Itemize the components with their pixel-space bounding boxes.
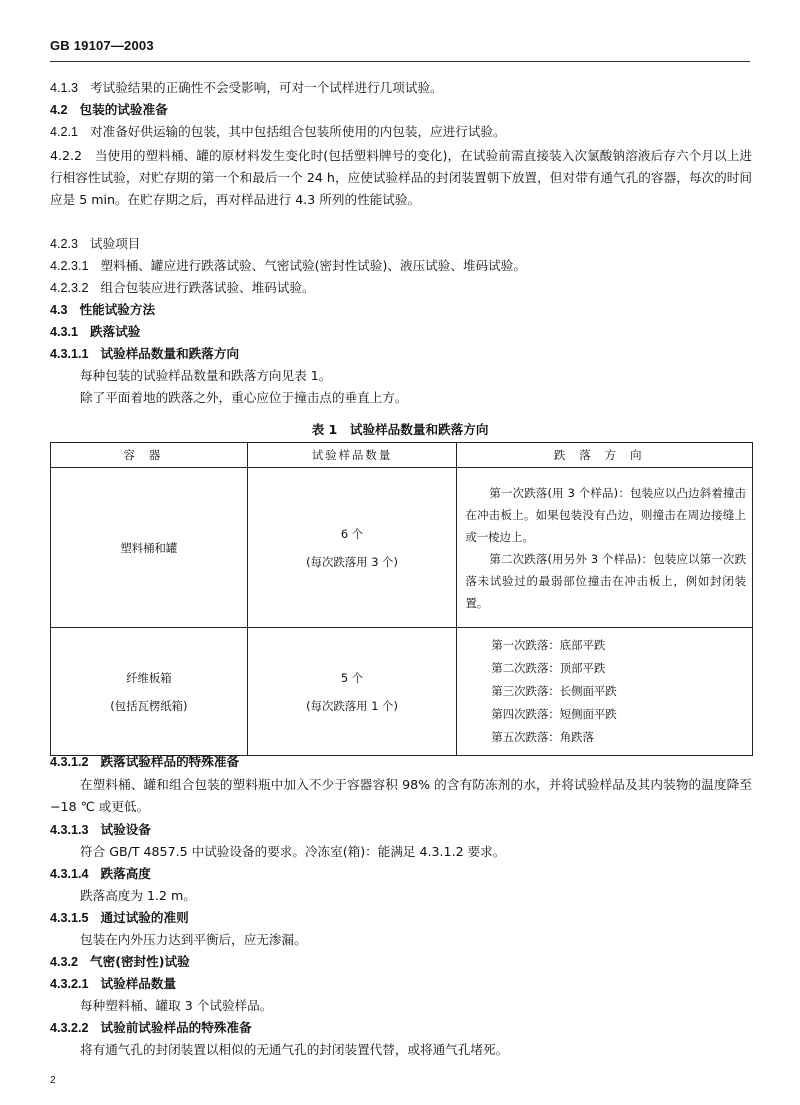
paragraph: 每种包装的试验样品数量和跌落方向见表 1。 xyxy=(80,368,332,383)
paragraph: 将有通气孔的封闭装置以相似的无通气孔的封闭装置代替，或将通气孔堵死。 xyxy=(80,1042,509,1057)
clause-number: 4.2 xyxy=(50,103,68,117)
table-row xyxy=(51,628,753,756)
clause-4-3-1-4-heading xyxy=(50,864,151,884)
direction-item: 第五次跌落：角跌落 xyxy=(491,730,594,744)
standard-code: GB 19107—2003 xyxy=(50,38,154,53)
header-rule xyxy=(50,61,750,62)
table-header-cell: 跌落方向 xyxy=(457,443,753,468)
quantity-cell xyxy=(247,628,457,756)
clause-number: 4.3.2 xyxy=(50,955,79,969)
direction-item: 第二次跌落：顶部平跌 xyxy=(491,661,606,675)
page-number: 2 xyxy=(50,1075,56,1086)
clause-text: 对准备好供运输的包装，其中包括组合包装所使用的内包装，应进行试验。 xyxy=(90,124,506,139)
clause-number: 4.3.1.3 xyxy=(50,823,89,837)
clause-4-2-1 xyxy=(50,122,506,142)
clause-text: 性能试验方法 xyxy=(79,302,156,317)
clause-number: 4.3.2.2 xyxy=(50,1021,89,1035)
clause-text: 气密(密封性)试验 xyxy=(90,954,190,969)
clause-text: 跌落试验 xyxy=(90,324,141,339)
table-header-cell: 容器 xyxy=(51,443,248,468)
clause-number: 4.2.3.2 xyxy=(50,281,89,295)
direction-text: 第一次跌落(用 3 个样品)：包装应以凸边斜着撞击在冲击板上。如果包装没有凸边，则撞击在周边接缝上或一棱边上。 xyxy=(465,485,746,544)
quantity-value: 5 个 xyxy=(340,670,364,685)
quantity-note: (每次跌落用 1 个) xyxy=(306,698,398,713)
table-row xyxy=(51,468,753,628)
direction-item: 第一次跌落：底部平跌 xyxy=(491,638,606,652)
clause-4-3-2-heading xyxy=(50,952,190,972)
quantity-note: (每次跌落用 3 个) xyxy=(306,554,398,569)
table-header-row xyxy=(51,443,753,468)
clause-4-3-2-2-heading xyxy=(50,1018,252,1038)
section-4-2-heading xyxy=(50,100,168,120)
direction-cell xyxy=(457,628,753,756)
clause-number: 4.3.1.4 xyxy=(50,867,89,881)
clause-text: 跌落高度 xyxy=(100,866,151,881)
container-name: 纤维板箱 xyxy=(126,670,172,685)
clause-number: 4.2.3.1 xyxy=(50,259,89,273)
clause-text: 塑料桶、罐应进行跌落试验、气密试验(密封性试验)、液压试验、堆码试验。 xyxy=(100,258,526,273)
direction-cell xyxy=(457,468,753,628)
clause-text: 跌落试验样品的特殊准备 xyxy=(100,754,240,769)
clause-number: 4.3 xyxy=(50,303,68,317)
clause-text: 通过试验的准则 xyxy=(100,910,189,925)
container-cell xyxy=(51,628,248,756)
clause-4-2-3-2 xyxy=(50,278,315,298)
direction-item: 第三次跌落：长侧面平跌 xyxy=(491,684,617,698)
paragraph: 在塑料桶、罐和组合包装的塑料瓶中加入不少于容器容积 98% 的含有防冻剂的水，并将试验样品及其内装物的温度降至 −18 ℃ 或更低。 xyxy=(50,777,752,814)
clause-4-2-3 xyxy=(50,234,140,254)
table-header-cell: 试验样品数量 xyxy=(247,443,457,468)
container-note: (包括瓦楞纸箱) xyxy=(110,698,188,713)
direction-item: 第四次跌落：短侧面平跌 xyxy=(491,707,617,721)
paragraph: 每种塑料桶、罐取 3 个试验样品。 xyxy=(80,998,273,1013)
table-title: 表 1 试验样品数量和跌落方向 xyxy=(311,422,489,437)
clause-4-3-1-2-heading xyxy=(50,752,239,772)
paragraph: 包装在内外压力达到平衡后，应无渗漏。 xyxy=(80,932,307,947)
container-cell: 塑料桶和罐 xyxy=(51,468,248,628)
clause-4-2-3-1 xyxy=(50,256,526,276)
clause-4-3-1-1-heading xyxy=(50,344,239,364)
clause-number: 4.3.1.5 xyxy=(50,911,89,925)
clause-number: 4.3.1 xyxy=(50,325,79,339)
clause-number: 4.3.2.1 xyxy=(50,977,89,991)
direction-text: 第二次跌落(用另外 3 个样品)：包装应以第一次跌落未试验过的最弱部位撞击在冲击板上，例如封闭装置。 xyxy=(465,551,746,610)
quantity-cell xyxy=(247,468,457,628)
clause-4-3-2-1-heading xyxy=(50,974,176,994)
clause-4-3-1-heading xyxy=(50,322,140,342)
clause-text: 试验样品数量 xyxy=(100,976,177,991)
clause-number: 4.2.3 xyxy=(50,237,79,251)
clause-number: 4.3.1.2 xyxy=(50,755,89,769)
clause-4-3-1-5-heading xyxy=(50,908,189,928)
quantity-value: 6 个 xyxy=(340,526,364,541)
clause-number: 4.3.1.1 xyxy=(50,347,89,361)
section-4-3-heading xyxy=(50,300,155,320)
clause-4-2-2: 4.2.2 当使用的塑料桶、罐的原材料发生变化时(包括塑料牌号的变化)，在试验前需直接装入次氯酸钠溶液后存六个月以上进行相容性试验，对贮存期的第一个和最后一个 24 h，应使试验样品的封闭装置朝下放置，但对带有通气孔的容器，每次的时间应是 5 min。在贮存期之后，再对样品进行 4.3 所列的性能试验。 xyxy=(50,148,752,207)
clause-4-1-3 xyxy=(50,78,443,98)
clause-number: 4.2.1 xyxy=(50,125,79,139)
clause-text: 试验前试验样品的特殊准备 xyxy=(100,1020,252,1035)
clause-text: 试验样品数量和跌落方向 xyxy=(100,346,240,361)
clause-text: 试验设备 xyxy=(100,822,151,837)
paragraph: 除了平面着地的跌落之外，重心应位于撞击点的垂直上方。 xyxy=(80,390,408,405)
clause-text: 组合包装应进行跌落试验、堆码试验。 xyxy=(100,280,315,295)
paragraph: 符合 GB/T 4857.5 中试验设备的要求。冷冻室(箱)：能满足 4.3.1.2 要求。 xyxy=(80,844,506,859)
clause-text: 考试验结果的正确性不会受影响，可对一个试样进行几项试验。 xyxy=(90,80,443,95)
clause-4-3-1-3-heading xyxy=(50,820,151,840)
clause-number: 4.1.3 xyxy=(50,81,79,95)
drop-test-table xyxy=(50,442,753,756)
clause-text: 包装的试验准备 xyxy=(79,102,168,117)
clause-text: 试验项目 xyxy=(90,236,141,251)
paragraph: 跌落高度为 1.2 m。 xyxy=(80,888,196,903)
